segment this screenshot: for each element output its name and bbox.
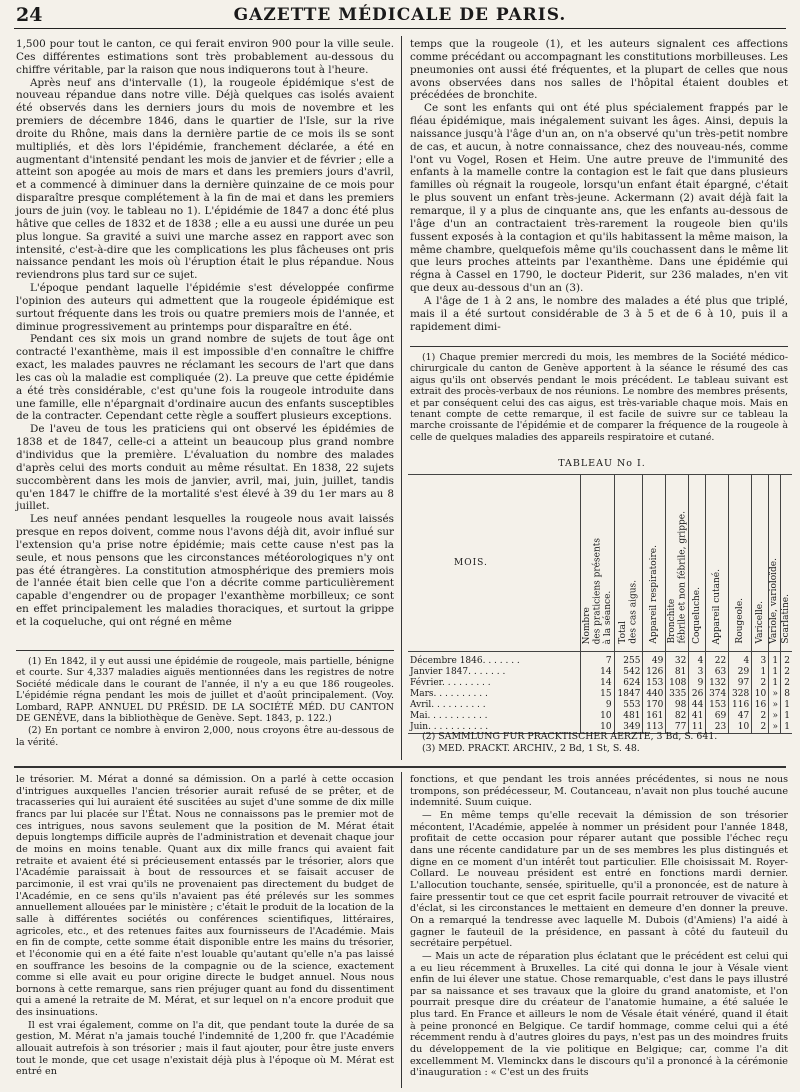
value-cell: » (769, 689, 781, 700)
value-cell: 1 (781, 722, 792, 734)
value-cell: 29 (729, 667, 752, 678)
value-cell: 126 (643, 667, 666, 678)
table-header-cell: Appareil cutané. (706, 475, 729, 652)
table-caption: TABLEAU No I. (558, 458, 646, 469)
paragraph: L'époque pendant laquelle l'épidémie s'est développée confirme l'opinion des auteurs qui admettent que la rougeole épidémique est surtout fréquente dans les trois ou quatre premiers mois de l'année, et diminue progressivement au printemps pour disparaître en été. (16, 282, 394, 333)
value-cell: 23 (706, 722, 729, 734)
paragraph: Les neuf années pendant lesquelles la rougeole nous avait laissés presque en repos doivent, comme nous l'avons déjà dit, avoir influé sur l'extension qu'a prise notre épidémie; mais cette cause n'est pas la seule, et nous pensons que les circonstances météorologiques n'y ont pas été étrangères. La constitution atmosphérique des premiers mois de l'année était bien celle que l'on a décrite comme particulièrement capable d'engendrer ou de propager l'exanthème morbilleux; ce sont en effet principalement les maladies thoraciques, et surtout la grippe et la coqueluche, qui ont régné en même (16, 513, 394, 628)
paragraph: 1,500 pour tout le canton, ce qui ferait environ 900 pour la ville seule. Ces différentes estimations sont très probablement au-dessous du chiffre véritable, par la raison que nous indiquerons tout à l'heure. (16, 38, 394, 76)
value-cell: 10 (581, 711, 615, 722)
footnote: (1) Chaque premier mercredi du mois, les membres de la Société médico-chirurgicale du canton de Genève apportent à la séance le résumé des cas aigus qu'ils ont observés pendant le mois précédent. Le tableau suivant est extrait des procès-verbaux de nos réunions. Le nombre des membres présents, et par conséquent celui des cas aigus, est très-variable chaque mois. Mais en tenant compte de cette remarque, il est facile de suivre sur ce tableau la marche croissante de l'épidémie et de comparer la fréquence de la rougeole à celle de quelques maladies des appareils respiratoire et cutané. (410, 352, 788, 443)
value-cell: 1 (769, 678, 781, 689)
paragraph: Pendant ces six mois un grand nombre de sujets de tout âge ont contracté l'exanthème, mais il est impossible d'en connaître le chiffre exact, les malades pauvres ne réclamant les secours de l'art que dans les cas où la maladie est compliquée (2). La preuve que cette épidémie a été très considérable, c'est qu'une fois la rougeole introduite dans une famille, elle n'épargnait d'ordinaire aucun des enfants susceptibles de la contracter. Cependant cette règle a souffert plusieurs exceptions. (16, 333, 394, 423)
month-cell: Mai. . . . . . . . . . . (410, 711, 488, 721)
value-cell: 132 (706, 678, 729, 689)
table-row (408, 678, 792, 689)
paragraph: A l'âge de 1 à 2 ans, le nombre des malades a été plus que triplé, mais il a été surtout considérable de 3 à 5 et de 6 à 10, puis il a rapidement dimi- (410, 294, 788, 333)
value-cell: 170 (643, 700, 666, 711)
paragraph: le trésorier. M. Mérat a donné sa démission. On a parlé à cette occasion d'intrigues auxquelles l'ancien trésorier aurait refusé de se prêter, et de tracasseries qui lui auraient été suscitées au sujet d'une somme de dix mille francs par lui placée sur l'État. Nous ne connaissons pas le premier mot de ces intrigues, nous savons seulement que la position de M. Mérat était depuis longtemps difficile auprès de l'administration et devenait chaque jour de moins en moins tenable. Quant aux dix mille francs qui avaient fait retraite et avaient été si précieusement entassés par le trésorier, alors que l'Académie paraissait à bout de ressources et se faisait accuser de parcimonie, il est vrai qu'ils ne provenaient pas directement du budget de l'Académie, en ce sens qu'ils n'avaient pas été prélevés sur les sommes annuellement allouées par le ministère ; c'était le produit de la location de la salle à différentes sociétés ou conférences scientifiques, littéraires, agricoles, etc., et des retenues faites aux fournisseurs de l'Académie. Mais en fin de compte, cette somme était disponible entre les mains du trésorier, et l'économie qui en a été faite n'est louable qu'autant qu'elle n'a pas laissé en souffrance les besoins de la compagnie ou de la science, exactement comme si elle avait eu pour origine directe le budget annuel. Nous nous bornons à cette remarque, sans rien préjuger quant au fond du dissentiment qui a amené la retraite de M. Mérat, et sur lequel on n'a encore produit que des insinuations. (16, 774, 394, 1019)
value-cell: 1 (752, 667, 769, 678)
value-cell: 3 (752, 652, 769, 668)
value-cell: 2 (781, 678, 792, 689)
value-cell: 624 (614, 678, 643, 689)
table-header-cell: Bronchite fébrile et non fébrile, grippe. (666, 475, 689, 652)
month-cell: Avril. . . . . . . . . . (410, 700, 486, 710)
value-cell: 328 (729, 689, 752, 700)
table-header-cell: Total des cas aigus. (614, 475, 643, 652)
value-cell: 553 (614, 700, 643, 711)
value-cell: 108 (666, 678, 689, 689)
value-cell: 81 (666, 667, 689, 678)
column-divider (401, 36, 402, 760)
value-cell: 63 (706, 667, 729, 678)
value-cell: 113 (643, 722, 666, 734)
value-cell: 10 (752, 689, 769, 700)
right-footnote-table-intro (410, 352, 788, 456)
value-cell: 9 (581, 700, 615, 711)
value-cell: 98 (666, 700, 689, 711)
left-bottom-column (16, 774, 394, 1090)
value-cell: 44 (689, 700, 706, 711)
page-number: 24 (16, 4, 43, 26)
value-cell: 116 (729, 700, 752, 711)
value-cell: 7 (581, 652, 615, 668)
footnote: (2) SAMMLUNG FUR PRACKTISCHER AERZTE, 3 Bd, S. 641. (422, 731, 718, 742)
month-cell: Décembre 1846. . . . . . . (410, 656, 520, 666)
value-cell: 69 (706, 711, 729, 722)
value-cell: 10 (581, 722, 615, 734)
value-cell: 335 (666, 689, 689, 700)
value-cell: 14 (581, 678, 615, 689)
value-cell: 47 (729, 711, 752, 722)
value-cell: 41 (689, 711, 706, 722)
value-cell: 15 (581, 689, 615, 700)
table-header-cell: Appareil respiratoire. (643, 475, 666, 652)
value-cell: 542 (614, 667, 643, 678)
paragraph: Après neuf ans d'intervalle (1), la rougeole épidémique s'est de nouveau répandue dans notre ville. Déjà quelques cas isolés avaient été observés dans les derniers jours du mois de novembre et les premiers de décembre 1846, dans le quartier de l'Isle, sur la rive droite du Rhône, mais dans la dernière partie de ce mois ils se sont multipliés, et dès lors l'épidémie, franchement déclarée, a été en augmentant d'intensité pendant les mois de janvier et de février ; elle a atteint son apogée au mois de mars et dans les premiers jours d'avril, et a commencé à diminuer dans la dernière quinzaine de ce mois pour disparaître presque complétement à la fin de mai et dans les premiers jours de juin (voy. le tableau no 1). L'épidémie de 1847 a donc été plus hâtive que celles de 1832 et de 1838 ; elle a eu aussi une durée un peu plus longue. Sa gravité a suivi une marche assez en rapport avec son intensité, c'est-à-dire que les complications les plus fâcheuses ont pris naissance pendant les mois où l'éruption était le plus répandue. Nous reviendrons plus tard sur ce sujet. (16, 76, 394, 282)
value-cell: 3 (689, 667, 706, 678)
table-header-cell: Nombre des praticiens présents à la séance. (581, 475, 615, 652)
value-cell: 10 (729, 722, 752, 734)
column-divider (401, 772, 402, 1088)
footnote: (3) MED. PRACKT. ARCHIV., 2 Bd, 1 St, S. 48. (422, 743, 640, 755)
table-header-cell: Coqueluche. (689, 475, 706, 652)
value-cell: 4 (689, 652, 706, 668)
paragraph: Ce sont les enfants qui ont été plus spécialement frappés par le fléau épidémique, mais inégalement suivant les âges. Ainsi, depuis la naissance jusqu'à l'âge d'un an, on n'a observé qu'un très-petit nombre de cas, et aucun, à notre connaissance, chez des nouveau-nés, comme l'ont vu Vogel, Rosen et Heim. Une autre preuve de l'immunité des enfants à la mamelle contre la contagion est le fait que dans plusieurs familles où régnait la rougeole, lorsqu'un enfant était épargné, c'était le plus souvent un enfant très-jeune. Ackermann (2) avait déjà fait la remarque, il y a plus de cinquante ans, que les enfants au-dessous de l'âge d'un an contractaient très-rarement la rougeole bien qu'ils fussent exposés à la contagion et qu'ils habitassent la même maison, la même chambre, quelquefois même qu'ils couchassent dans le même lit que leurs proches atteints par l'exanthème. Dans une épidémie qui régna à Cassel en 1790, le docteur Piderit, sur 236 malades, n'en vit que deux au-dessous d'un an (3). (410, 102, 788, 295)
month-cell: Janvier 1847. . . . . . . (410, 667, 506, 677)
page-header (14, 4, 786, 29)
month-cell: Juin. . . . . . . . . . . (408, 722, 581, 734)
value-cell: 153 (643, 678, 666, 689)
measles-table (408, 474, 792, 734)
table-row (408, 689, 792, 700)
value-cell: » (769, 700, 781, 711)
table-row (408, 711, 792, 722)
table-row (408, 667, 792, 678)
paragraph: — Mais un acte de réparation plus éclatant que le précédent est celui qui a eu lieu récemment à Bruxelles. La cité qui donna le jour à Vésale vient enfin de lui élever une statue. Chose remarquable, c'est dans le pays illustré par sa naissance et ses travaux que la gloire du grand anatomiste, et l'on pourrait presque dire du créateur de l'anatomie humaine, a été saluée le plus tard. En France et ailleurs le nom de Vésale était vénéré, quand il était à peine prononcé en Belgique. Ce tardif hommage, comme celui qui a été récemment rendu à d'autres gloires du pays, n'est pas un des moindres fruits du développement de la vie politique en Belgique; car, comme l'a dit excellemment M. Vleminckx dans le discours qu'il a prononcé à la cérémonie d'inauguration : « C'est un des fruits (410, 950, 788, 1079)
value-cell: 153 (706, 700, 729, 711)
value-cell: 4 (729, 652, 752, 668)
value-cell: 1 (769, 652, 781, 668)
right-footnotes (410, 731, 788, 759)
value-cell: 22 (706, 652, 729, 668)
table-header-row (408, 475, 792, 652)
value-cell: 26 (689, 689, 706, 700)
value-cell: 14 (581, 667, 615, 678)
value-cell: 77 (666, 722, 689, 734)
value-cell: 82 (666, 711, 689, 722)
value-cell: 1 (781, 700, 792, 711)
value-cell: 32 (666, 652, 689, 668)
value-cell: 9 (689, 678, 706, 689)
footnote-divider (410, 346, 788, 347)
value-cell: 16 (752, 700, 769, 711)
table-row (408, 652, 792, 668)
value-cell: 2 (781, 652, 792, 668)
table-header-cell: Scarlatine. (781, 475, 792, 652)
value-cell: 440 (643, 689, 666, 700)
value-cell: 8 (781, 689, 792, 700)
value-cell: 2 (752, 678, 769, 689)
left-footnotes (16, 656, 394, 756)
value-cell: 1847 (614, 689, 643, 700)
paragraph: — En même temps qu'elle recevait la démission de son trésorier mécontent, l'Académie, appelée à nommer un président pour l'année 1848, profitait de cette occasion pour réparer autant que possible l'échec reçu dans une récente candidature par un de ses membres les plus distingués et digne en ce moment d'un intérêt tout particulier. Elle choisissait M. Royer-Collard. Le nouveau président est entré en fonctions mardi dernier. L'allocution touchante, sensée, spirituelle, qu'il a prononcée, est de nature à faire pressentir tout ce que cet esprit facile pourrait retrouver de vivacité et d'éclat, si les circonstances le mettaient en demeure d'en donner la preuve. On a remarqué la tendresse avec laquelle M. Dubois (d'Amiens) l'a aidé à gagner le fauteuil de la présidence, en passant à côté du fauteuil du secrétaire perpétuel. (410, 809, 788, 950)
value-cell: 2 (752, 722, 769, 734)
value-cell: 97 (729, 678, 752, 689)
paragraph: temps que la rougeole (1), et les auteurs signalent ces affections comme précédant ou accompagnant les constitutions morbilleuses. Les pneumonies ont aussi été fréquentes, et la plupart de celles que nous avons observées dans nos salles de l'hôpital étaient doubles et précédées de bronchite. (410, 38, 788, 102)
table-body (408, 652, 792, 734)
section-divider (14, 766, 786, 768)
value-cell: 11 (689, 722, 706, 734)
right-bottom-column (410, 774, 788, 1090)
month-cell: Février. . . . . . . . . (410, 678, 491, 688)
table-row (408, 700, 792, 711)
footnote-divider (16, 650, 394, 651)
value-cell: 49 (643, 652, 666, 668)
month-cell: Mars. . . . . . . . . . (410, 689, 488, 699)
value-cell: 255 (614, 652, 643, 668)
journal-title: GAZETTE MÉDICALE DE PARIS. (233, 5, 567, 25)
value-cell: » (769, 722, 781, 734)
value-cell: 2 (752, 711, 769, 722)
table-header-cell (408, 475, 581, 652)
value-cell: 481 (614, 711, 643, 722)
value-cell: 349 (614, 722, 643, 734)
value-cell: 161 (643, 711, 666, 722)
paragraph: fonctions, et que pendant les trois années précédentes, si nous ne nous trompons, son prédécesseur, M. Coutanceau, n'avait non plus touché aucune indemnité. Suum cuique. (410, 774, 788, 809)
table-header-cell: Rougeole. (729, 475, 752, 652)
value-cell: » (769, 711, 781, 722)
footnote: (1) En 1842, il y eut aussi une épidémie de rougeole, mais partielle, bénigne et courte. Sur 4,337 maladies aiguës mentionnées dans les registres de notre Société médicale dans le courant de l'année, il n'y a eu que 186 rougeoles. L'épidémie régna pendant les mois de juillet et d'août principalement. (Voy. Lombard, RAPP. ANNUEL DU PRÉSID. DE LA SOCIÉTÉ MÉD. DU CANTON DE GENÈVE, dans la bibliothèque de Genève. Sept. 1843, p. 122.) (16, 656, 394, 725)
paragraph: Il est vrai également, comme on l'a dit, que pendant toute la durée de sa gestion, M. Mérat n'a jamais touché l'indemnité de 1,200 fr. que l'Académie allouait autrefois à son trésorier ; mais il faut ajouter, pour être juste envers tout le monde, que cet usage n'existait déjà plus à l'époque où M. Mérat est entré en (16, 1019, 394, 1078)
value-cell: 1 (781, 711, 792, 722)
footnote: (2) En portant ce nombre à environ 2,000, nous croyons être au-dessous de la vérité. (16, 725, 394, 748)
table-header-cell: Varicelle. (752, 475, 769, 652)
left-top-column (16, 38, 394, 650)
paragraph: De l'aveu de tous les praticiens qui ont observé les épidémies de 1838 et de 1847, celle-ci a atteint un beaucoup plus grand nombre d'individus que la première. L'évaluation du nombre des malades d'après celui des morts conduit au même résultat. En 1838, 22 sujets succombèrent dans les mois de janvier, avril, mai, juin, juillet, tandis qu'en 1847 le chiffre de la mortalité s'est élevé à 39 du 1er mars au 8 juillet. (16, 423, 394, 513)
value-cell: 1 (769, 667, 781, 678)
value-cell: 2 (781, 667, 792, 678)
table-header-cell: Variole, varioloïde. (769, 475, 781, 652)
right-top-column (410, 38, 788, 338)
header-mois: MOIS. (454, 558, 488, 568)
value-cell: 374 (706, 689, 729, 700)
